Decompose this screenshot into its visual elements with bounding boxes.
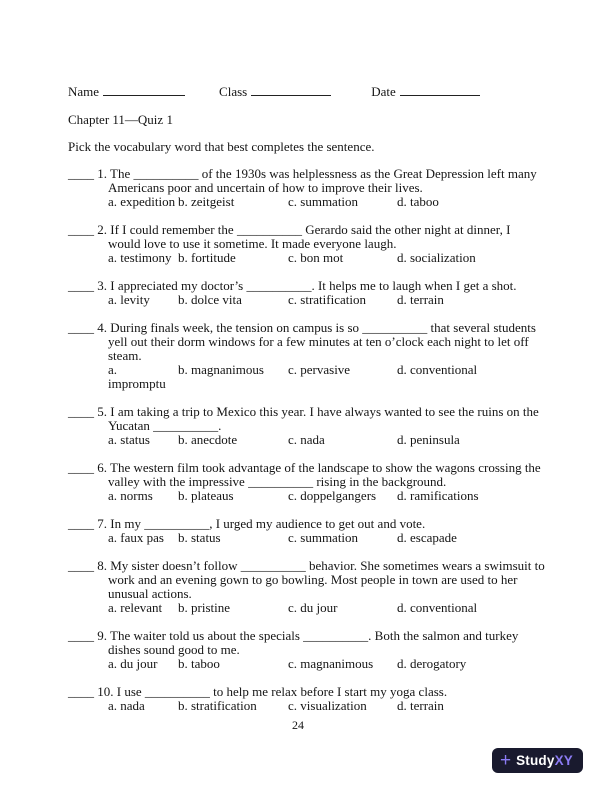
page-number: 24 <box>292 718 304 732</box>
option-a: a. levity <box>108 292 150 307</box>
option-b: b. dolce vita <box>178 292 242 307</box>
studyxy-logo <box>492 748 583 773</box>
option-a: a. norms <box>108 488 153 503</box>
question-sentence <box>68 685 546 699</box>
date-blank-line <box>400 84 480 96</box>
brand-name-primary: Study <box>516 752 555 768</box>
option-d: d. taboo <box>397 194 439 209</box>
option-d: d. terrain <box>397 292 444 307</box>
quiz-page <box>68 84 546 727</box>
class-field <box>219 84 331 99</box>
question-3 <box>68 279 546 307</box>
answer-blank: ____ 4. <box>68 320 107 335</box>
answer-blank: ____ 6. <box>68 460 107 475</box>
question-1 <box>68 167 546 209</box>
option-d: d. peninsula <box>397 432 460 447</box>
question-sentence <box>68 559 546 601</box>
answer-blank: ____ 8. <box>68 558 107 573</box>
option-c: c. pervasive <box>288 362 351 377</box>
option-a: a. relevant <box>108 600 163 615</box>
question-text: I appreciated my doctor’s __________. It helps me to laugh when I get a shot. <box>110 278 517 293</box>
option-c: c. du jour <box>288 600 338 615</box>
question-5 <box>68 405 546 447</box>
question-sentence <box>68 461 546 489</box>
option-c: c. bon mot <box>288 250 344 265</box>
quiz-instructions: Pick the vocabulary word that best completes the sentence. <box>68 139 375 154</box>
option-a: a. du jour <box>108 656 158 671</box>
option-d: d. derogatory <box>397 656 467 671</box>
plus-icon: + <box>499 750 512 771</box>
question-9 <box>68 629 546 671</box>
options-row <box>68 657 546 671</box>
option-b: b. status <box>178 530 221 545</box>
question-sentence <box>68 629 546 657</box>
name-label: Name <box>68 84 100 99</box>
option-b: b. anecdote <box>178 432 238 447</box>
option-d: d. escapade <box>397 530 457 545</box>
option-d: d. conventional <box>397 362 478 377</box>
option-c: c. visualization <box>288 698 367 713</box>
answer-blank: ____ 5. <box>68 404 107 419</box>
option-c: c. summation <box>288 194 359 209</box>
question-8 <box>68 559 546 615</box>
question-sentence <box>68 405 546 433</box>
option-d: d. conventional <box>397 600 478 615</box>
date-field <box>371 84 480 99</box>
options-row <box>68 433 546 447</box>
student-info-row <box>68 84 546 99</box>
option-b: b. zeitgeist <box>178 194 235 209</box>
question-sentence <box>68 167 546 195</box>
name-blank-line <box>103 84 185 96</box>
options-row <box>68 293 546 307</box>
answer-blank: ____ 7. <box>68 516 107 531</box>
options-row <box>68 251 546 265</box>
option-a: a. testimony <box>108 250 172 265</box>
name-field <box>68 84 185 99</box>
question-6 <box>68 461 546 503</box>
question-text: The western film took advantage of the landscape to show the wagons crossing the valley with the impressive __________ rising in the background. <box>108 460 541 489</box>
option-c: c. magnanimous <box>288 656 374 671</box>
option-c: c. summation <box>288 530 359 545</box>
question-text: The __________ of the 1930s was helplessness as the Great Depression left many Americans poor and uncertain of how to improve their lives. <box>108 166 537 195</box>
answer-blank: ____ 9. <box>68 628 107 643</box>
question-text: I use __________ to help me relax before I start my yoga class. <box>116 684 448 699</box>
question-2 <box>68 223 546 265</box>
question-text: My sister doesn’t follow __________ behavior. She sometimes wears a swimsuit to work and an evening gown to go bowling. Most people in town are used to her unusual actions. <box>108 558 545 601</box>
option-b: b. pristine <box>178 600 230 615</box>
question-10 <box>68 685 546 713</box>
options-row <box>68 363 546 391</box>
answer-blank: ____ 3. <box>68 278 107 293</box>
option-d: d. terrain <box>397 698 444 713</box>
options-row <box>68 699 546 713</box>
option-c: c. stratification <box>288 292 366 307</box>
option-a: a. expedition <box>108 194 176 209</box>
option-c: c. nada <box>288 432 325 447</box>
question-sentence <box>68 279 546 293</box>
question-text: I am taking a trip to Mexico this year. I have always wanted to see the ruins on the Yucatan __________. <box>108 404 539 433</box>
question-4 <box>68 321 546 391</box>
options-row <box>68 601 546 615</box>
quiz-title: Chapter 11—Quiz 1 <box>68 112 173 127</box>
answer-blank: ____ 1. <box>68 166 107 181</box>
option-d: d. ramifications <box>397 488 479 503</box>
option-a: a. nada <box>108 698 145 713</box>
option-a: a. faux pas <box>108 530 164 545</box>
question-sentence <box>68 321 546 363</box>
question-text: The waiter told us about the specials __________. Both the salmon and turkey dishes sound good to me. <box>108 628 519 657</box>
class-blank-line <box>251 84 331 96</box>
question-text: If I could remember the __________ Gerardo said the other night at dinner, I would love to use it sometime. It made everyone laugh. <box>108 222 511 251</box>
option-b: b. stratification <box>178 698 257 713</box>
class-label: Class <box>219 84 248 99</box>
answer-blank: ____ 10. <box>68 684 114 699</box>
option-a: a. impromptu <box>108 362 166 391</box>
question-text: During finals week, the tension on campus is so __________ that several students yell out their dorm windows for a few minutes at ten o’clock each night to let off steam. <box>108 320 536 363</box>
option-c: c. doppelgangers <box>288 488 377 503</box>
question-text: In my __________, I urged my audience to get out and vote. <box>110 516 426 531</box>
brand-name-accent: XY <box>554 752 573 768</box>
date-label: Date <box>371 84 396 99</box>
question-7 <box>68 517 546 545</box>
option-d: d. socialization <box>397 250 476 265</box>
options-row <box>68 531 546 545</box>
option-a: a. status <box>108 432 150 447</box>
option-b: b. magnanimous <box>178 362 264 377</box>
option-b: b. fortitude <box>178 250 236 265</box>
option-b: b. plateaus <box>178 488 234 503</box>
options-row <box>68 195 546 209</box>
question-sentence <box>68 223 546 251</box>
option-b: b. taboo <box>178 656 220 671</box>
question-sentence <box>68 517 546 531</box>
answer-blank: ____ 2. <box>68 222 107 237</box>
options-row <box>68 489 546 503</box>
